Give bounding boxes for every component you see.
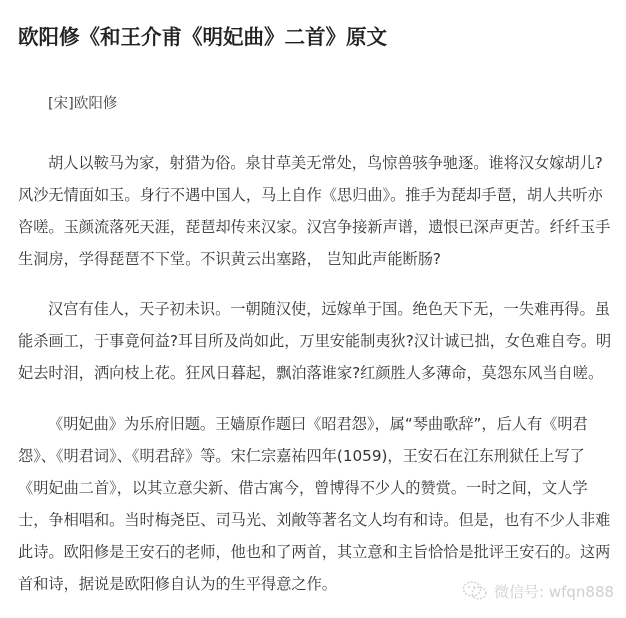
text-line: 咨嗟。玉颜流落死天涯，琵琶却传来汉家。汉宫争接新声谱，遗恨已深声更苦。纤纤玉手 [18, 218, 611, 236]
commentary-paragraph [18, 408, 618, 600]
poem-paragraph-1 [18, 147, 618, 275]
text-line: 怨》、《明君词》、《明君辞》等。宋仁宗嘉祐四年(1059)，王安石在江东刑狱任上写了 [18, 447, 585, 465]
text-line: 妃去时泪，洒向枝上花。狂风日暮起，飘泊落谁家?红颜胜人多薄命，莫怨东风当自嗟。 [18, 364, 604, 382]
text-line: 此诗。欧阳修是王安石的老师，他也和了两首，其立意和主旨恰恰是批评王安石的。这两 [18, 543, 611, 561]
article-title: 欧阳修《和王介甫《明妃曲》二首》原文 [18, 25, 387, 49]
text-line: 汉宫有佳人，天子初未识。一朝随汉使，远嫁单于国。绝色天下无，一失难再得。虽 [48, 300, 610, 318]
text-line: 士，争相唱和。当时梅尧臣、司马光、刘敞等著名文人均有和诗。但是，也有不少人非难 [18, 511, 611, 529]
text-line: 风沙无情面如玉。身行不遇中国人，马上自作《思归曲》。推手为琵却手琶，胡人共听亦 [18, 186, 603, 204]
text-line: 胡人以鞍马为家，射猎为俗。泉甘草美无常处，鸟惊兽骇争驰逐。谁将汉女嫁胡儿? [48, 154, 603, 172]
watermark-text: 微信号: wfqn888 [494, 582, 615, 601]
wechat-watermark [462, 580, 614, 602]
text-line: 能杀画工，于事竟何益?耳目所及尚如此，万里安能制夷狄?汉计诚已拙，女色难自夸。明 [18, 332, 612, 350]
text-line: 生洞房，学得琵琶不下堂。不识黄云出塞路， 岂知此声能断肠? [18, 250, 441, 268]
article-author: [宋]欧阳修 [48, 96, 118, 112]
text-line: 《明妃曲二首》，以其立意尖新、借古寓今，曾博得不少人的赞赏。一时之间，文人学 [18, 479, 588, 497]
poem-paragraph-2 [18, 293, 618, 389]
text-line: 首和诗，据说是欧阳修自认为的生平得意之作。 [18, 575, 337, 593]
text-line: 《明妃曲》为乐府旧题。王嫱原作题曰《昭君怨》，属“琴曲歌辞”，后人有《明君 [48, 415, 588, 433]
wechat-icon [462, 580, 488, 602]
